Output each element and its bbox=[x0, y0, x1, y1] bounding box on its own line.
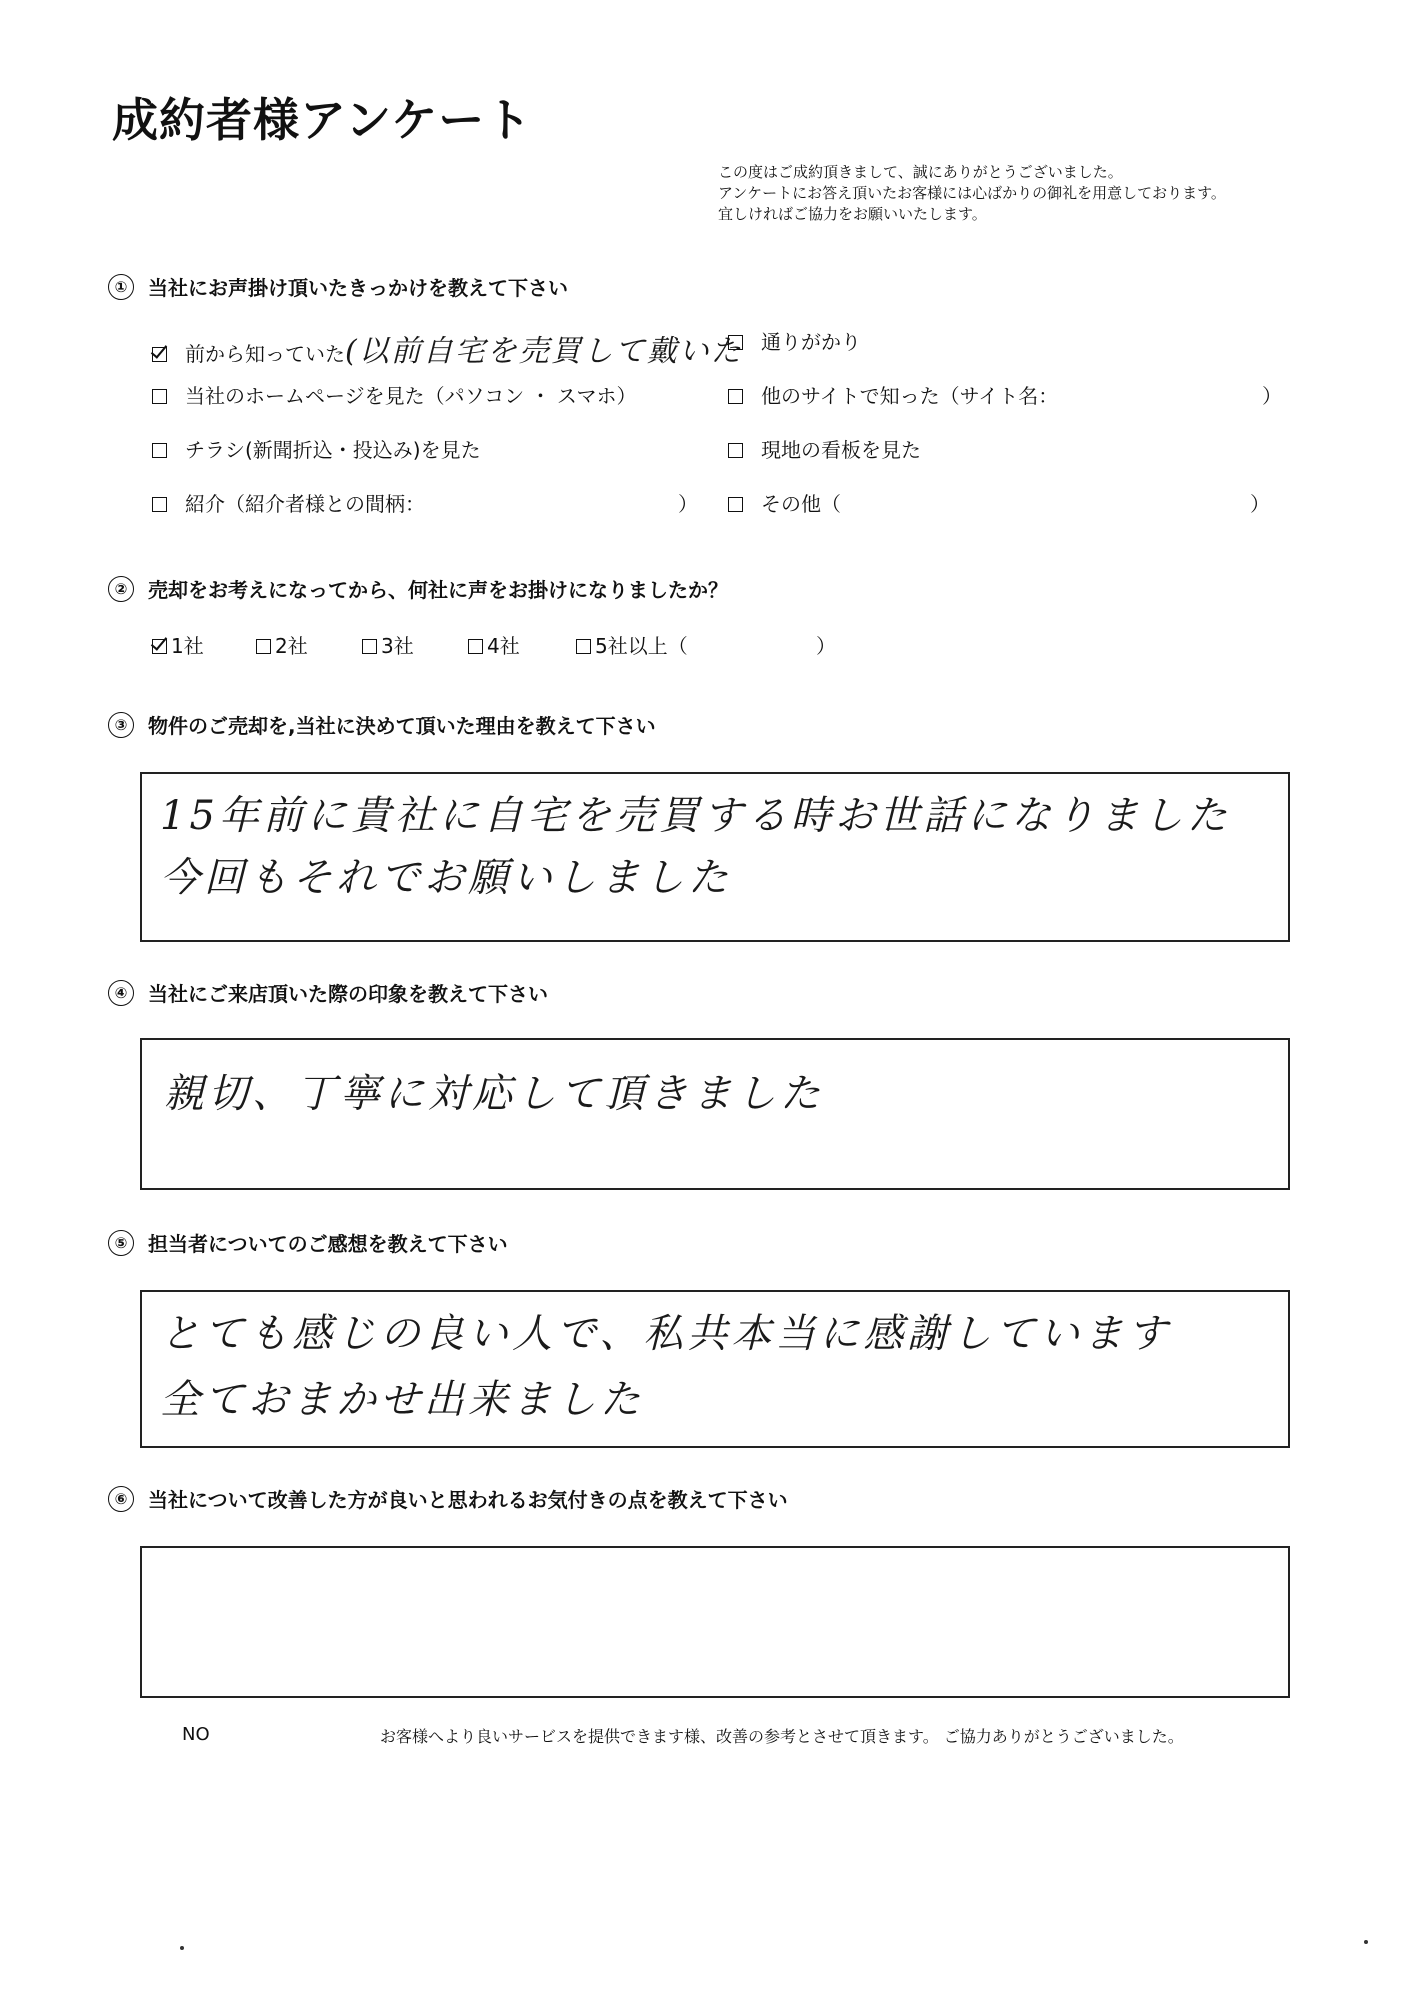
checkbox-icon[interactable] bbox=[152, 389, 167, 404]
q2-option-1[interactable] bbox=[152, 630, 204, 659]
option-label: その他（ bbox=[761, 492, 841, 516]
q1-other-close: ） bbox=[1250, 492, 1270, 516]
handwritten-note: (以前自宅を売買して戴いた bbox=[345, 334, 743, 369]
checkbox-icon[interactable] bbox=[728, 497, 743, 512]
q1-heading bbox=[108, 272, 568, 301]
q4-answer-box[interactable] bbox=[140, 1038, 1290, 1190]
checkbox-icon[interactable] bbox=[728, 335, 743, 350]
intro-text bbox=[718, 162, 1226, 225]
scan-speck bbox=[180, 1946, 184, 1950]
q3-answer-line: 今回もそれでお願いしました bbox=[160, 855, 732, 901]
scan-speck bbox=[1364, 1940, 1368, 1944]
footer-message: お客様へより良いサービスを提供できます様、改善の参考とさせて頂きます。 ご協力ありがとうございました。 bbox=[380, 1727, 1184, 1746]
q3-text: 物件のご売却を,当社に決めて頂いた理由を教えて下さい bbox=[148, 714, 656, 738]
option-label: 現地の看板を見た bbox=[761, 438, 921, 462]
q6-number: ⑥ bbox=[108, 1486, 134, 1512]
q5-text: 担当者についてのご感想を教えて下さい bbox=[148, 1232, 508, 1256]
option-label: 前から知っていた bbox=[185, 342, 345, 366]
q2-heading bbox=[108, 574, 728, 603]
q1-number: ① bbox=[108, 274, 134, 300]
option-label: チラシ(新聞折込・投込み)を見た bbox=[185, 438, 481, 462]
q4-heading bbox=[108, 978, 548, 1007]
footer-no-label: NO bbox=[182, 1724, 210, 1745]
option-label: 他のサイトで知った（サイト名： bbox=[761, 384, 1059, 408]
q5-answer-line: 全ておまかせ出来ました bbox=[160, 1377, 644, 1423]
checkbox-checked-icon[interactable] bbox=[152, 639, 167, 654]
option-label: 紹介（紹介者様との間柄： bbox=[185, 492, 425, 516]
q1-option-homepage[interactable] bbox=[152, 380, 637, 409]
q4-number: ④ bbox=[108, 980, 134, 1006]
option-label: 3社 bbox=[381, 634, 414, 658]
checkbox-icon[interactable] bbox=[256, 639, 271, 654]
q3-answer-line: 15年前に貴社に自宅を売買する時お世話になりました bbox=[160, 793, 1231, 839]
q1-option-other-site[interactable] bbox=[728, 380, 1058, 409]
q1-text: 当社にお声掛け頂いたきっかけを教えて下さい bbox=[148, 276, 568, 300]
intro-line: アンケートにお答え頂いたお客様には心ばかりの御礼を用意しております。 bbox=[718, 184, 1226, 202]
q1-option-signboard[interactable] bbox=[728, 434, 921, 463]
q1-option-other[interactable] bbox=[728, 488, 841, 517]
checkbox-icon[interactable] bbox=[362, 639, 377, 654]
q2-text: 売却をお考えになってから、何社に声をお掛けになりましたか？ bbox=[148, 578, 728, 602]
q1-option-referral[interactable] bbox=[152, 488, 425, 517]
q5-answer-line: とても感じの良い人で、私共本当に感謝しています bbox=[160, 1311, 1172, 1357]
q5-heading bbox=[108, 1228, 508, 1257]
q2-option-4[interactable] bbox=[468, 630, 520, 659]
intro-line: 宜しければご協力をお願いいたします。 bbox=[718, 205, 987, 223]
option-label: 1社 bbox=[171, 634, 204, 658]
q2-number: ② bbox=[108, 576, 134, 602]
q5-number: ⑤ bbox=[108, 1230, 134, 1256]
q1-option-passing-by[interactable] bbox=[728, 326, 861, 355]
checkbox-icon[interactable] bbox=[576, 639, 591, 654]
page-title: 成約者様アンケート bbox=[112, 93, 533, 147]
q5-answer-box[interactable] bbox=[140, 1290, 1290, 1448]
checkbox-icon[interactable] bbox=[152, 443, 167, 458]
checkbox-icon[interactable] bbox=[152, 497, 167, 512]
option-label: 2社 bbox=[275, 634, 308, 658]
q2-option-2[interactable] bbox=[256, 630, 308, 659]
option-label: 当社のホームページを見た（パソコン ・ スマホ） bbox=[185, 384, 637, 408]
q3-heading bbox=[108, 710, 656, 739]
checkbox-icon[interactable] bbox=[728, 389, 743, 404]
q3-answer-box[interactable] bbox=[140, 772, 1290, 942]
option-label: 4社 bbox=[487, 634, 520, 658]
q6-answer-box[interactable] bbox=[140, 1546, 1290, 1698]
q2-option-5plus[interactable] bbox=[576, 630, 688, 659]
q2-5plus-close: ） bbox=[816, 634, 836, 658]
q1-other-site-close: ） bbox=[1262, 384, 1282, 408]
option-label: 通りがかり bbox=[761, 330, 861, 354]
q4-text: 当社にご来店頂いた際の印象を教えて下さい bbox=[148, 982, 548, 1006]
q6-text: 当社について改善した方が良いと思われるお気付きの点を教えて下さい bbox=[148, 1488, 788, 1512]
checkbox-checked-icon[interactable] bbox=[152, 347, 167, 362]
checkbox-icon[interactable] bbox=[468, 639, 483, 654]
q1-referral-close: ） bbox=[678, 492, 698, 516]
q1-option-known-before[interactable] bbox=[152, 326, 743, 370]
q6-heading bbox=[108, 1484, 788, 1513]
q4-answer-line: 親切、丁寧に対応して頂きました bbox=[164, 1071, 824, 1117]
intro-line: この度はご成約頂きまして、誠にありがとうございました。 bbox=[718, 163, 1123, 181]
option-label: 5社以上（ bbox=[595, 634, 688, 658]
q2-option-3[interactable] bbox=[362, 630, 414, 659]
checkbox-icon[interactable] bbox=[728, 443, 743, 458]
q1-option-flyer[interactable] bbox=[152, 434, 481, 463]
q3-number: ③ bbox=[108, 712, 134, 738]
